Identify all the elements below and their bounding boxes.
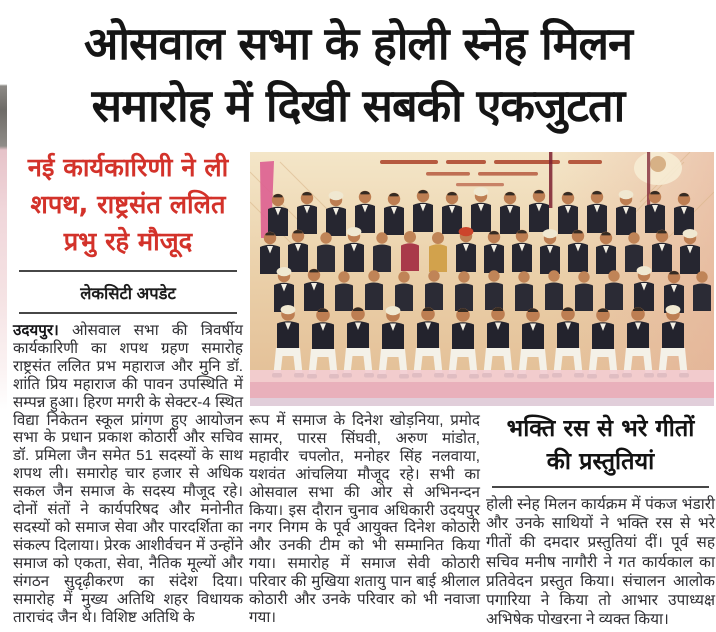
left-column-body-text: ओसवाल सभा की त्रिवर्षीय कार्यकारिणी का शपथ ग्रहण समारोह राष्ट्रसंत ललित प्रभ महाराज और मुनि डॉ. शांति प्रिय महाराज की पावन उपस्थिति में सम्पन्न हुआ। हिरण मगरी के सेक्टर-4 स्थित विद्या निकेतन स्कूल प्रांगण हुए आयोजन सभा के प्रधान प्रकाश कोठारी और सचिव डॉ. प्रमिला जैन समेत 51 सदस्यों के साथ शपथ ली। समारोह चार हजार से अधिक सकल जैन समाज के सदस्य मौजूद रहे। दोनों संतों ने कार्यपरिषद और मनोनीत सदस्यों को समाज सेवा और पारदर्शिता का संकल्प दिलाया। प्रेरक आशीर्वचन में उन्होंने समाज को एकता, सेवा, नैतिक मूल्यों और संगठन सुदृढ़ीकरण का संदेश दिया। समारोह में मुख्य अतिथि शहर विधायक ताराचंद जैन थे। विशिष्ट अतिथि के bbox=[13, 322, 243, 626]
photo-back-row bbox=[268, 187, 694, 236]
pink-bench bbox=[250, 370, 714, 384]
rule-above-byline bbox=[19, 270, 237, 272]
main-headline-line1: ओसवाल सभा के होली स्नेह मिलन bbox=[83, 17, 633, 70]
right-headline-line2: की प्रस्तुतियां bbox=[546, 447, 655, 475]
right-headline bbox=[486, 412, 715, 478]
right-column-body: होली स्नेह मिलन कार्यक्रम में पंकज भंडारी और उनके साथियों ने भक्ति रस से भरे गीतों की दमदार प्रस्तुतियां दीं। पूर्व सह सचिव मनीष नागौरी ने गत कार्यकाल का प्रतिवेदन प्रस्तुत किया। संचालन आलोक पगारिया ने किया तो आभार उपाध्यक्ष अभिषेक पोखरना ने व्यक्त किया। bbox=[486, 496, 715, 629]
sub-headline bbox=[13, 150, 243, 261]
sub-headline-line1: नई कार्यकारिणी ने ली bbox=[27, 153, 229, 183]
rule-right-column bbox=[492, 486, 709, 488]
byline: लेकसिटी अपडेट bbox=[80, 285, 176, 303]
right-column bbox=[486, 408, 715, 629]
sub-headline-line3: प्रभु रहे मौजूद bbox=[63, 227, 193, 257]
middle-column-body: रूप में समाज के दिनेश खोड़निया, प्रमोद सामर, पारस सिंघवी, अरुण मांडोत, महावीर चपलोत, मनोहर सिंह नलवाया, यशवंत आंचलिया मौजूद रहे। सभी का ओसवाल सभा की ओर से अभिनन्दन किया। इस दौरान चुनाव अधिकारी उदयपुर नगर निगम के पूर्व आयुक्त दिनेश कोठारी और उनकी टीम को भी सम्मानित किया गया। समारोह में समाज सेवी कोठारी परिवार की मुखिया शतायु पान बाई श्रीलाल कोठारी और उनके परिवार को भी नवाजा गया। bbox=[249, 412, 480, 626]
left-column bbox=[13, 150, 243, 626]
main-headline bbox=[8, 6, 708, 144]
scan-edge-artifact bbox=[0, 0, 7, 632]
left-column-body bbox=[13, 322, 243, 626]
dateline: उदयपुर। bbox=[13, 322, 59, 339]
sub-headline-line2: शपथ, राष्ट्रसंत ललित bbox=[30, 190, 226, 220]
main-headline-line2: समारोह में दिखी सबकी एकजुटता bbox=[91, 79, 625, 132]
group-photo bbox=[250, 152, 714, 406]
right-headline-line1: भक्ति रस से भरे गीतों bbox=[506, 414, 695, 442]
rule-below-byline bbox=[19, 312, 237, 314]
middle-column bbox=[249, 410, 480, 627]
group-photo-illustration bbox=[250, 152, 714, 406]
